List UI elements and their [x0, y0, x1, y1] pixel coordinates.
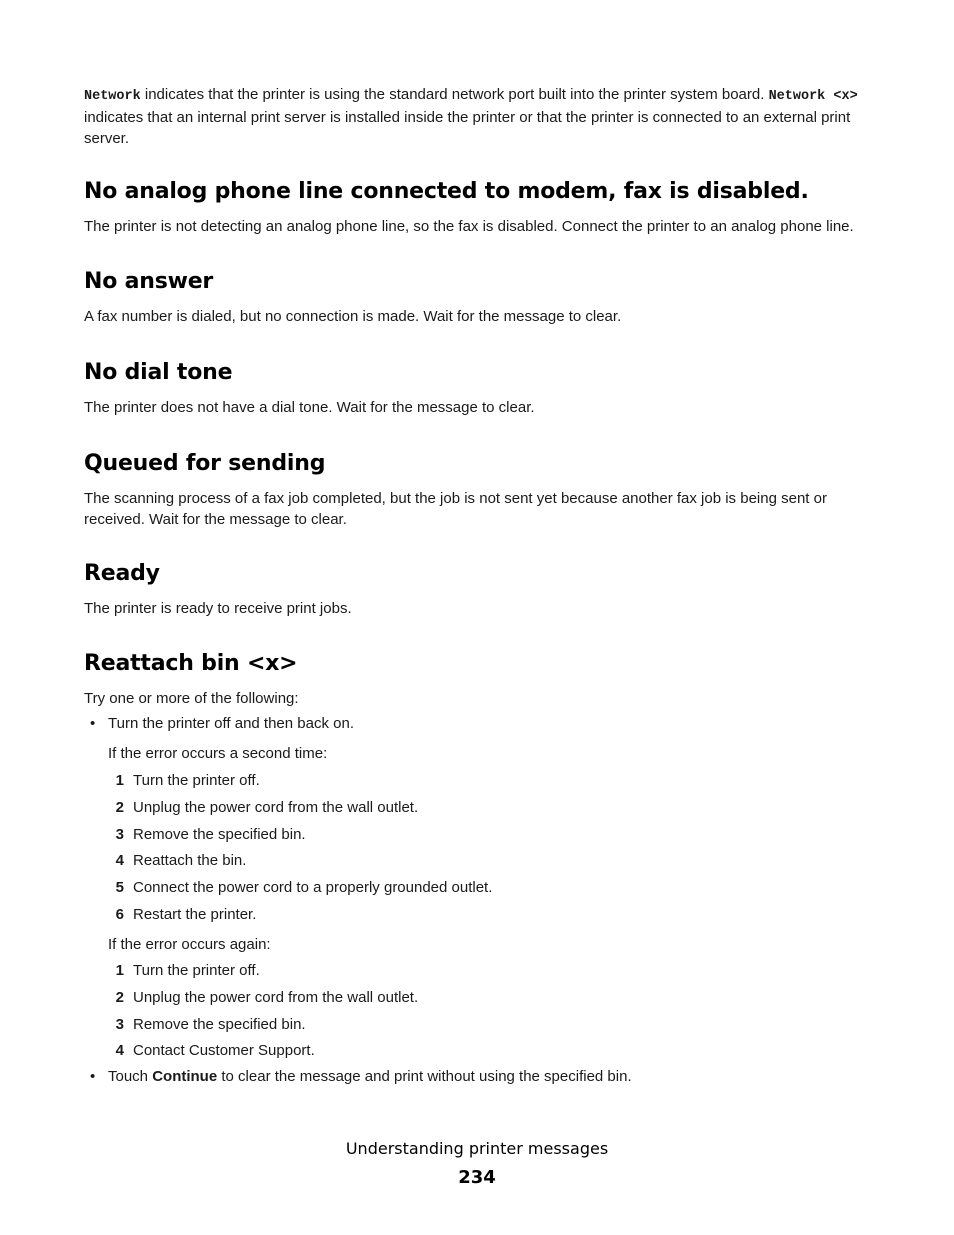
again-label: If the error occurs again:	[108, 936, 271, 953]
step-text: Remove the specified bin.	[133, 1015, 306, 1033]
body-queued-for-sending: The scanning process of a fax job completed, but the job is not sent yet because another fax job is being sent or received. Wait for the message to clear.	[84, 490, 827, 528]
step-number: 1	[115, 772, 124, 789]
step-text: Connect the power cord to a properly grounded outlet.	[133, 879, 493, 897]
bullet-dot-icon: •	[90, 715, 96, 732]
step-number: 2	[115, 798, 124, 816]
step-number: 5	[115, 879, 124, 897]
body-no-analog-phone-line: The printer is not detecting an analog phone line, so the fax is disabled. Connect the printer to an analog phone line.	[84, 218, 854, 235]
body-reattach-bin: Try one or more of the following:	[84, 690, 299, 707]
heading-no-dial-tone: No dial tone	[84, 360, 233, 385]
step-text: Turn the printer off.	[133, 772, 260, 789]
page-number: 234	[458, 1167, 496, 1188]
heading-reattach-bin: Reattach bin <x>	[84, 651, 298, 676]
step-text: Restart the printer.	[133, 906, 257, 923]
heading-ready: Ready	[84, 561, 160, 586]
step-text: Turn the printer off.	[133, 962, 260, 979]
bullet-dot-icon: •	[90, 1068, 96, 1085]
step-number: 1	[115, 962, 124, 979]
step-text: Unplug the power cord from the wall outlet.	[133, 798, 419, 816]
heading-queued-for-sending: Queued for sending	[84, 451, 326, 476]
heading-no-analog-phone-line: No analog phone line connected to modem, fax is disabled.	[84, 179, 809, 204]
step-number: 4	[115, 1042, 124, 1060]
body-no-dial-tone: The printer does not have a dial tone. Wait for the message to clear.	[84, 399, 535, 416]
code-network: Network	[84, 89, 141, 104]
bullet-text: Touch Continue to clear the message and print without using the specified bin.	[108, 1068, 632, 1085]
intro-text-2: indicates that an internal print server is installed inside the printer or that the printer is connected to an external print server.	[84, 109, 851, 147]
intro-paragraph	[84, 84, 874, 149]
step-number: 2	[115, 988, 124, 1006]
footer-title: Understanding printer messages	[345, 1139, 609, 1158]
code-network-x: Network <x>	[768, 89, 858, 104]
body-ready: The printer is ready to receive print jobs.	[84, 600, 352, 617]
body-no-answer: A fax number is dialed, but no connection is made. Wait for the message to clear.	[84, 308, 622, 325]
second-time-label: If the error occurs a second time:	[108, 745, 328, 762]
bullet-text: Turn the printer off and then back on.	[108, 715, 354, 732]
step-number: 3	[115, 825, 124, 843]
intro-text-1: indicates that the printer is using the standard network port built into the printer system board.	[140, 86, 769, 103]
continue-label: Continue	[152, 1068, 218, 1085]
step-number: 6	[115, 906, 124, 923]
step-text: Reattach the bin.	[133, 852, 247, 870]
step-text: Unplug the power cord from the wall outlet.	[133, 988, 419, 1006]
step-text: Contact Customer Support.	[133, 1042, 315, 1060]
step-text: Remove the specified bin.	[133, 825, 306, 843]
heading-no-answer: No answer	[84, 269, 214, 294]
step-number: 3	[115, 1015, 124, 1033]
step-number: 4	[115, 852, 124, 870]
